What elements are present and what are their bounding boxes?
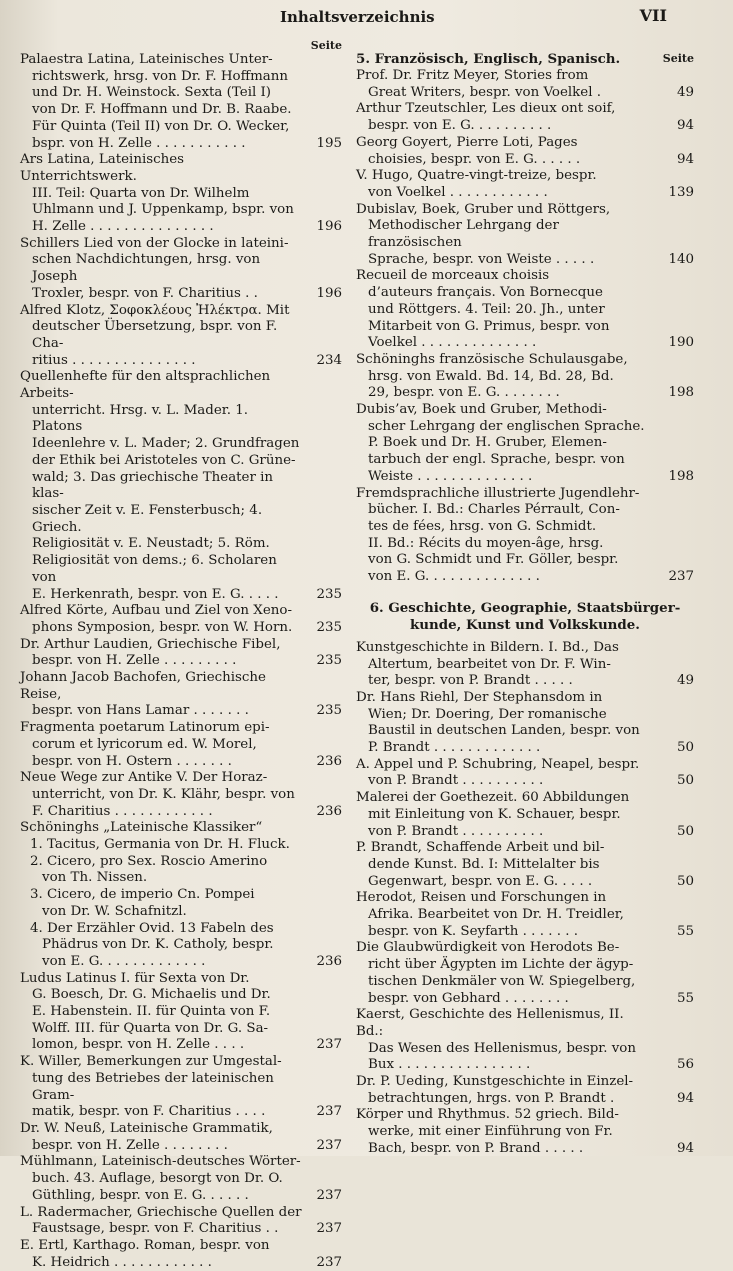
toc-entry-line: K. Willer, Bemerkungen zur Umgestal- — [20, 1054, 282, 1070]
toc-entry-line: Das Wesen des Hellenismus, bespr. von — [368, 1040, 636, 1056]
toc-page-number: 236 — [316, 803, 342, 819]
toc-entry-line: Herodot, Reisen und Forschungen in — [356, 890, 607, 906]
toc-entry — [356, 840, 694, 890]
toc-entry — [356, 68, 694, 101]
toc-entry-line: Arthur Tzeutschler, Les dieux ont soif, — [356, 101, 616, 117]
seite-label: Seite — [662, 52, 694, 66]
toc-entry — [356, 486, 694, 586]
toc-entry-line: d’auteurs français. Von Bornecque — [368, 285, 603, 301]
toc-entry-text — [356, 640, 694, 690]
toc-entry — [356, 1007, 694, 1074]
toc-entry-line: Gegenwart, bespr. von E. G. . . . . — [368, 873, 593, 889]
seite-label: Seite — [310, 39, 342, 52]
toc-entry-line: Ludus Latinus I. für Sexta von Dr. — [20, 970, 250, 986]
toc-entry — [20, 303, 342, 370]
toc-entry-line: Dr. P. Ueding, Kunstgeschichte in Einzel- — [356, 1074, 634, 1090]
toc-entry-line: Die Glaubwürdigkeit von Herodots Be- — [356, 940, 620, 956]
toc-page-number: 236 — [316, 753, 342, 769]
toc-page-number: 195 — [316, 135, 342, 151]
right-column — [356, 38, 694, 1158]
toc-page-number: 237 — [316, 1187, 342, 1203]
toc-entry — [356, 1107, 694, 1157]
toc-entry-line: von Dr. F. Hoffmann und Dr. B. Raabe. — [32, 102, 292, 118]
toc-entry-line: 3. Cicero, de imperio Cn. Pompei — [30, 887, 255, 903]
toc-page-number: 196 — [316, 219, 342, 235]
toc-page-number: 237 — [316, 1254, 342, 1270]
toc-entry-line: tischen Denkmäler von W. Spiegelberg, — [368, 973, 636, 989]
toc-entry-text — [356, 690, 694, 757]
toc-entry-line: choisies, bespr. von E. G. . . . . . — [368, 151, 581, 167]
toc-entry-line: scher Lehrgang der englischen Sprache. — [368, 418, 645, 434]
toc-entry-text — [356, 1107, 694, 1157]
toc-entry-line: E. Ertl, Karthago. Roman, bespr. von — [20, 1237, 270, 1253]
toc-entry — [356, 890, 694, 940]
toc-entry-text — [20, 720, 342, 770]
toc-page-number: 55 — [676, 990, 694, 1006]
toc-page-number: 235 — [316, 653, 342, 669]
toc-entry-line: 2. Cicero, pro Sex. Roscio Amerino — [30, 853, 268, 869]
toc-entry-line: von E. G. . . . . . . . . . . . . . — [368, 569, 540, 585]
toc-entry-text — [20, 1154, 342, 1204]
toc-entry-line: 1. Tacitus, Germania von Dr. H. Fluck. — [30, 837, 290, 853]
toc-entry-line: Schöninghs „Lateinische Klassiker“ — [20, 820, 263, 836]
toc-entry-line: bücher. I. Bd.: Charles Pérrault, Con- — [368, 502, 620, 518]
toc-page-number: 94 — [676, 1140, 694, 1156]
toc-entry-line: ritius . . . . . . . . . . . . . . . — [32, 352, 196, 368]
page-number: VII — [639, 6, 667, 25]
toc-entry-text — [20, 152, 342, 236]
toc-page-number: 234 — [316, 352, 342, 368]
toc-entry-text — [20, 670, 342, 720]
toc-entry — [356, 202, 694, 269]
toc-page-number: 235 — [316, 586, 342, 602]
toc-page-number: 236 — [316, 953, 342, 969]
toc-entry-line: A. Appel und P. Schubring, Neapel, bespr. — [356, 756, 640, 772]
toc-entry-line: Afrika. Bearbeitet von Dr. H. Treidler, — [368, 907, 624, 923]
toc-entry-line: Fremdsprachliche illustrierte Jugendlehr- — [356, 485, 640, 501]
toc-entry-line: Methodischer Lehrgang der französischen — [368, 218, 559, 251]
toc-entry-line: Troxler, bespr. von F. Charitius . . — [32, 285, 258, 301]
toc-entry-line: bespr. von Hans Lamar . . . . . . . — [32, 703, 249, 719]
toc-entry-text — [20, 770, 342, 820]
toc-entry-line: Baustil in deutschen Landen, bespr. von — [368, 723, 640, 739]
toc-entry-line: Dr. Arthur Laudien, Griechische Fibel, — [20, 636, 281, 652]
toc-page-number: 50 — [676, 740, 694, 756]
toc-entry-line: Mitarbeit von G. Primus, bespr. von — [368, 318, 610, 334]
toc-entry-line: bespr. von H. Zelle . . . . . . . . . — [32, 653, 237, 669]
toc-entry-line: Schillers Lied von der Glocke in lateini- — [20, 235, 289, 251]
toc-entry-line: richt über Ägypten im Lichte der ägyp- — [368, 957, 634, 973]
toc-entry — [356, 402, 694, 486]
section-6-title-line2: kunde, Kunst und Volkskunde. — [410, 616, 640, 633]
toc-entry — [20, 1054, 342, 1121]
toc-entry-line: Bach, bespr. von P. Brand . . . . . — [368, 1140, 584, 1156]
toc-page-number: 50 — [676, 873, 694, 889]
toc-entry-line: von G. Schmidt und Fr. Göller, bespr. — [368, 552, 619, 568]
toc-entry — [20, 1205, 342, 1238]
toc-entry-text — [30, 921, 342, 971]
toc-entry-line: bespr. von E. G. . . . . . . . . . — [368, 118, 552, 134]
toc-entry-line: Faustsage, bespr. von F. Charitius . . — [32, 1221, 279, 1237]
toc-page-number: 237 — [316, 1037, 342, 1053]
toc-entry — [20, 971, 342, 1055]
toc-entry — [20, 603, 342, 636]
running-header — [0, 6, 733, 30]
toc-entry-line: Malerei der Goethezeit. 60 Abbildungen — [356, 790, 630, 806]
toc-entry-line: Religiosität v. E. Neustadt; 5. Röm. — [32, 536, 270, 552]
toc-entry-line: lomon, bespr. von H. Zelle . . . . — [32, 1037, 245, 1053]
section-6-entry-list — [356, 640, 694, 1158]
toc-entry-line: Dr. Hans Riehl, Der Stephansdom in — [356, 689, 603, 705]
toc-entry-line: Kunstgeschichte in Bildern. I. Bd., Das — [356, 639, 619, 655]
toc-page-number: 235 — [316, 703, 342, 719]
toc-entry-line: von P. Brandt . . . . . . . . . . — [368, 773, 544, 789]
toc-entry — [20, 921, 342, 971]
toc-page-number: 198 — [668, 468, 694, 484]
toc-entry-line: Ideenlehre v. L. Mader; 2. Grundfragen — [32, 436, 300, 452]
toc-entry-line: deutscher Übersetzung, bspr. von F. Cha- — [32, 319, 278, 351]
toc-entry-line: mit Einleitung von K. Schauer, bespr. — [368, 806, 621, 822]
toc-entry-line: Quellenhefte für den altsprachlichen Arbeits- — [20, 369, 271, 402]
toc-page-number: 237 — [316, 1221, 342, 1237]
toc-entry-line: dende Kunst. Bd. I: Mittelalter bis — [368, 856, 600, 872]
toc-entry-line: Alfred Klotz, Σοφοκλέους Ἠλέκτρα. Mit — [20, 302, 290, 318]
toc-entry — [356, 690, 694, 757]
toc-entry-line: Weiste . . . . . . . . . . . . . . — [368, 468, 533, 484]
toc-entry — [20, 236, 342, 303]
toc-entry-text — [356, 1007, 694, 1074]
toc-entry-line: betrachtungen, hrgs. von P. Brandt . — [368, 1090, 615, 1106]
toc-entry — [20, 720, 342, 770]
left-column — [20, 38, 342, 1271]
toc-entry-line: und Röttgers. 4. Teil: 20. Jh., unter — [368, 301, 605, 317]
toc-entry-line: tarbuch der engl. Sprache, bespr. von — [368, 452, 625, 468]
toc-entry-line: Altertum, bearbeitet von Dr. F. Win- — [368, 656, 611, 672]
toc-entry-line: Für Quinta (Teil II) von Dr. O. Wecker, — [32, 118, 290, 134]
toc-entry-text — [356, 486, 694, 586]
toc-page-number: 237 — [316, 1137, 342, 1153]
toc-entry — [356, 757, 694, 790]
toc-entry-line: 29, bespr. von E. G. . . . . . . . — [368, 385, 560, 401]
toc-entry — [356, 790, 694, 840]
toc-entry-line: von Dr. W. Schafnitzl. — [42, 903, 187, 919]
toc-entry-line: Alfred Körte, Aufbau und Ziel von Xeno- — [20, 603, 292, 619]
toc-entry-text — [356, 840, 694, 890]
toc-entry-line: Körper und Rhythmus. 52 griech. Bild- — [356, 1107, 619, 1123]
toc-entry-text — [20, 303, 342, 370]
toc-entry — [20, 770, 342, 820]
toc-entry-text — [356, 757, 694, 790]
toc-entry-line: bespr. von Gebhard . . . . . . . . — [368, 990, 569, 1006]
toc-entry-text — [20, 971, 342, 1055]
toc-entry-text — [356, 940, 694, 1007]
toc-entry — [356, 640, 694, 690]
toc-page-number: 190 — [668, 335, 694, 351]
toc-entry — [20, 854, 342, 887]
toc-entry-line: von P. Brandt . . . . . . . . . . — [368, 823, 544, 839]
toc-entry-line: G. Boesch, Dr. G. Michaelis und Dr. — [32, 987, 271, 1003]
toc-page-number: 49 — [676, 84, 694, 100]
toc-entry-text — [356, 790, 694, 840]
section-6-title-line1: 6. Geschichte, Geographie, Staatsbürger- — [369, 599, 681, 616]
toc-entry-line: unterricht. Hrsg. v. L. Mader. 1. Platons — [32, 402, 248, 435]
toc-entry-line: Ars Latina, Lateinisches Unterrichtswerk. — [20, 152, 185, 184]
toc-entry-line: Recueil de morceaux choisis — [356, 268, 550, 284]
toc-entry-line: von E. G. . . . . . . . . . . . . — [42, 953, 206, 969]
toc-entry-line: V. Hugo, Quatre-vingt-treize, bespr. — [356, 168, 597, 184]
toc-entry-line: Palaestra Latina, Lateinisches Unter- — [20, 52, 273, 67]
toc-entry-line: Fragmenta poetarum Latinorum epi- — [20, 720, 270, 736]
section-5-header — [356, 38, 694, 68]
toc-entry-text — [20, 52, 342, 152]
toc-entry-text — [30, 887, 342, 920]
toc-entry-text — [356, 1074, 694, 1107]
toc-entry-line: K. Heidrich . . . . . . . . . . . . — [32, 1254, 212, 1270]
toc-entry — [356, 940, 694, 1007]
toc-entry-line: H. Zelle . . . . . . . . . . . . . . . — [32, 219, 214, 235]
toc-entry-line: unterricht, von Dr. K. Klähr, bespr. von — [32, 786, 295, 802]
toc-entry-text — [356, 352, 694, 402]
toc-entry — [20, 1121, 342, 1154]
toc-entry-text — [20, 236, 342, 303]
section-5-entry-list — [356, 68, 694, 586]
toc-entry-line: tes de fées, hrsg. von G. Schmidt. — [368, 518, 597, 534]
toc-entry-line: wald; 3. Das griechische Theater in klas- — [32, 469, 274, 502]
toc-entry-line: P. Boek und Dr. H. Gruber, Elemen- — [368, 435, 607, 451]
toc-entry — [20, 670, 342, 720]
toc-entry-line: Phädrus von Dr. K. Catholy, bespr. — [42, 937, 274, 953]
toc-entry-line: E. Habenstein. II. für Quinta von F. — [32, 1004, 271, 1020]
toc-page-number: 55 — [676, 923, 694, 939]
toc-entry-line: phons Symposion, bespr. von W. Horn. — [32, 619, 293, 635]
toc-entry-line: werke, mit einer Einführung von Fr. — [368, 1124, 613, 1140]
toc-entry-line: 4. Der Erzähler Ovid. 13 Fabeln des — [30, 920, 274, 936]
toc-entry-line: II. Bd.: Récits du moyen-âge, hrsg. — [368, 535, 604, 551]
toc-page-number: 237 — [668, 569, 694, 585]
toc-entry-line: hrsg. von Ewald. Bd. 14, Bd. 28, Bd. — [368, 368, 614, 384]
toc-entry-text — [20, 820, 342, 837]
toc-entry-text — [20, 1121, 342, 1154]
toc-entry-line: Uhlmann und J. Uppenkamp, bspr. von — [32, 202, 294, 218]
toc-entry — [356, 168, 694, 201]
toc-entry-line: L. Radermacher, Griechische Quellen der — [20, 1204, 302, 1220]
toc-entry-line: P. Brandt . . . . . . . . . . . . . — [368, 740, 541, 756]
toc-entry-line: richtswerk, hrsg. von Dr. F. Hoffmann — [32, 68, 289, 84]
toc-entry-line: Dr. W. Neuß, Lateinische Grammatik, — [20, 1121, 273, 1136]
toc-entry-text — [356, 268, 694, 352]
toc-entry-line: Religiosität von dems.; 6. Scholaren von — [32, 553, 277, 585]
toc-entry-line: Mühlmann, Lateinisch-deutsches Wörter- — [20, 1154, 301, 1170]
toc-entry-line: Dubislav, Boek, Gruber und Röttgers, — [356, 201, 611, 217]
toc-page-number: 237 — [316, 1104, 342, 1120]
toc-entry-line: sischer Zeit v. E. Fensterbusch; 4. Griech. — [32, 502, 263, 535]
toc-entry-line: III. Teil: Quarta von Dr. Wilhelm — [32, 185, 250, 201]
toc-entry-line: Sprache, bespr. von Weiste . . . . . — [368, 251, 595, 267]
toc-page-number: 56 — [676, 1057, 694, 1073]
toc-entry-line: Schöninghs französische Schulausgabe, — [356, 351, 628, 367]
toc-page-number: 50 — [676, 823, 694, 839]
toc-entry-line: Kaerst, Geschichte des Hellenismus, II. Bd.: — [356, 1007, 624, 1039]
toc-entry-line: bespr. von H. Ostern . . . . . . . — [32, 753, 232, 769]
toc-entry-line: Georg Goyert, Pierre Loti, Pages — [356, 134, 578, 150]
toc-entry-line: schen Nachdichtungen, hrsg. von Joseph — [32, 252, 261, 285]
toc-entry-line: von Th. Nissen. — [42, 870, 148, 886]
toc-page-number: 94 — [676, 118, 694, 134]
toc-entry-line: Neue Wege zur Antike V. Der Horaz- — [20, 770, 268, 786]
toc-entry — [356, 101, 694, 134]
toc-entry — [20, 887, 342, 920]
toc-entry — [20, 1154, 342, 1204]
toc-entry-text — [30, 837, 342, 854]
toc-entry-line: Voelkel . . . . . . . . . . . . . . — [368, 335, 537, 351]
toc-entry-text — [20, 1205, 342, 1238]
toc-page-number: 235 — [316, 619, 342, 635]
toc-page-number: 94 — [676, 1090, 694, 1106]
toc-entry-line: von Voelkel . . . . . . . . . . . . — [368, 184, 548, 200]
toc-entry-line: bespr. von H. Zelle . . . . . . . . — [32, 1137, 228, 1153]
toc-entry-line: Great Writers, bespr. von Voelkel . — [368, 84, 602, 100]
toc-page-number: 196 — [316, 285, 342, 301]
toc-entry — [20, 152, 342, 236]
toc-page-number: 198 — [668, 385, 694, 401]
toc-entry-line: Güthling, bespr. von E. G. . . . . . — [32, 1187, 249, 1203]
toc-entry-line: matik, bespr. von F. Charitius . . . . — [32, 1104, 266, 1120]
toc-entry — [356, 135, 694, 168]
toc-entry — [20, 1238, 342, 1271]
toc-entry-line: und Dr. H. Weinstock. Sexta (Teil I) — [32, 85, 272, 101]
toc-entry — [20, 52, 342, 152]
toc-entry-text — [356, 202, 694, 269]
toc-entry-line: bspr. von H. Zelle . . . . . . . . . . . — [32, 135, 246, 151]
toc-entry-line: Bux . . . . . . . . . . . . . . . . — [368, 1057, 531, 1073]
toc-entry-text — [20, 1238, 342, 1271]
toc-entry — [20, 820, 342, 837]
section-5-title: 5. Französisch, Englisch, Spanisch. — [356, 51, 621, 68]
toc-entry — [356, 1074, 694, 1107]
toc-entry-text — [20, 1054, 342, 1121]
toc-entry-text — [356, 135, 694, 168]
toc-entry-line: F. Charitius . . . . . . . . . . . . — [32, 803, 213, 819]
toc-entry — [20, 837, 342, 854]
toc-entry-line: bespr. von K. Seyfarth . . . . . . . — [368, 923, 579, 939]
toc-entry — [356, 352, 694, 402]
section-6-title — [356, 600, 694, 634]
toc-page-number: 94 — [676, 151, 694, 167]
toc-entry-line: Dubis’av, Boek und Gruber, Methodi- — [356, 402, 607, 418]
toc-page-number: 140 — [668, 251, 694, 267]
toc-entry-line: tung des Betriebes der lateinischen Gram- — [32, 1070, 274, 1103]
toc-entry-line: buch. 43. Auflage, besorgt von Dr. O. — [32, 1171, 283, 1187]
toc-entry-line: Prof. Dr. Fritz Meyer, Stories from — [356, 68, 589, 83]
toc-entry-text — [20, 637, 342, 670]
toc-entry-line: Wolff. III. für Quarta von Dr. G. Sa- — [32, 1020, 269, 1036]
toc-entry-line: P. Brandt, Schaffende Arbeit und bil- — [356, 840, 605, 856]
toc-entry — [20, 369, 342, 603]
toc-entry — [20, 637, 342, 670]
toc-page-number: 49 — [676, 673, 694, 689]
toc-page-number: 50 — [676, 773, 694, 789]
toc-entry-line: E. Herkenrath, bespr. von E. G. . . . . — [32, 586, 279, 602]
toc-entry-text — [356, 402, 694, 486]
toc-entry-line: ter, bespr. von P. Brandt . . . . . — [368, 673, 573, 689]
toc-entry-line: Johann Jacob Bachofen, Griechische Reise, — [20, 670, 266, 702]
toc-entry-line: der Ethik bei Aristoteles von C. Grüne- — [32, 452, 296, 468]
toc-entry — [356, 268, 694, 352]
page-title: Inhaltsverzeichnis — [280, 8, 435, 26]
toc-entry-line: corum et lyricorum ed. W. Morel, — [32, 736, 257, 752]
toc-page-number: 139 — [668, 184, 694, 200]
toc-entry-text — [356, 168, 694, 201]
toc-entry-text — [20, 603, 342, 636]
left-entry-list — [20, 52, 342, 1271]
toc-entry-text — [20, 369, 342, 603]
toc-entry-text — [356, 101, 694, 134]
toc-entry-text — [356, 68, 694, 101]
toc-entry-text — [356, 890, 694, 940]
toc-entry-line: Wien; Dr. Doering, Der romanische — [368, 706, 607, 722]
toc-entry-text — [30, 854, 342, 887]
